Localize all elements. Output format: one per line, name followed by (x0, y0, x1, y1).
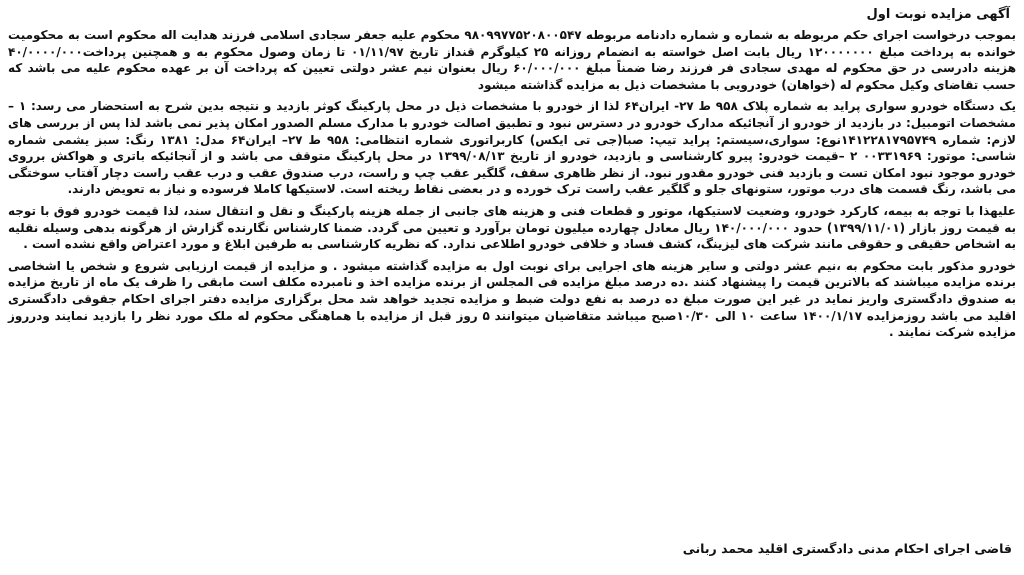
paragraph-auction-terms: خودرو مذکور بابت محکوم به ،نیم عشر دولتی و سایر هزینه های اجرایی برای نوبت اول به مزایده گذاشته میشود . و مزایده از قیمت ارزیابی شروع و شخص یا اشخاصی برنده مزایده میباشند که بالاترین قیمت را پیشنهاد کنند .ده درصد مبلغ مزایده فی المجلس از برنده مزایده اخذ و نامبرده مکلف است مابقی را ظرف یک ماه از تاریخ مزایده به صندوق دادگستری واریز نماید در غیر این صورت مبلغ ده درصد به نفع دولت ضبط و مزایده تجدید خواهد شد محل برگزاری مزایده دفتر اجرای احکام جقوقی دادگستری اقلید می باشد روزمزایده ۱۴۰۰/۱/۱۷ ساعت ۱۰ الی ۱۰/۳۰صبح میباشد متقاضیان میتوانند ۵ روز قبل از مزایده با هماهنگی محکوم له ملک مورد نظر را بازدید نمایند ودرروز مزایده شرکت نمایند . (8, 258, 1016, 340)
judge-signature: قاضی اجرای احکام مدنی دادگستری اقلید محمد ربانی (682, 541, 1012, 556)
paragraph-vehicle-specs: یک دستگاه خودرو سواری پراید به شماره پلاک ۹۵۸ ط ۲۷- ایران۶۴ لذا از خودرو با مشخصات ذیل در محل پارکینگ کوثر بازدید و نتیجه بدین شرح به استحضار می رسد: ۱ – مشخصات اتومبیل: در بازدید از خودرو از آنجائیکه مدارک خودرو در دسترس نبود و تطبیق اصالت خودرو با مدارک مسلم الصدور امکان پذیر نمی باشد لذا پس از بررسی های لازم: شماره ۱۴۱۲۲۸۱۷۹۵۷۴۹نوع: سواری،سیستم: پراید تیپ: صبا(جی تی ایکس) کاربراتوری شماره انتظامی: ۹۵۸ ط ۲۷– ایران۶۴ مدل: ۱۳۸۱ رنگ: سبز یشمی شماره شاسی: موتور: ۰۰۳۳۱۹۶۹ ۲ –قیمت خودرو: پیرو کارشناسی و بازدید، خودرو از تاریخ ۱۳۹۹/۰۸/۱۳ در محل پارکینگ متوقف می باشد و از آنجائیکه باتری و هواکش برروی خودرو موجود نبود امکان تست و بازدید فنی خودرو مقدور نبود. از نظر ظاهری سقف، گلگیر عقب چپ و راست، درب صندوق عقب و درب عقب راست دچار آفتاب سوختگی می باشد، رنگ قسمت های درب موتور، ستونهای جلو و گلگیر عقب راست ترک خورده و در بعضی نقاط ریخته است. لاستیکها کاملا فرسوده و نیاز به تعویض دارند. (8, 99, 1017, 197)
notice-title: آگهی مزایده نوبت اول (866, 7, 1010, 22)
paragraph-judgment: بموجب درخواست اجرای حکم مربوطه به شماره و شماره دادنامه مربوطه ۹۸۰۹۹۷۷۵۲۰۸۰۰۵۴۷ محکوم علیه جعفر سجادی اسلامی فرزند هدایت اله محکوم است به محکومیت خوانده به پرداخت مبلغ ۱۲۰۰۰۰۰۰۰ ریال بابت اصل خواسته به انضمام روزانه ۲۵ کیلوگرم قنداز تاریخ ۰۱/۱۱/۹۷ تا زمان وصول محکوم به و همچنین پرداخت۴۰/۰۰۰۰/۰۰۰ هزینه دادرسی در حق محکوم له مهدی سجادی فر فرزند رضا ضمناً مبلغ ۶۰/۰۰۰/۰۰۰ ریال بعنوان نیم عشر دولتی تعیین که پرداخت آن بر عهده محکوم علیه می باشد که حسب تقاضای وکیل محکوم له (خواهان) خودرویی با مشخصات ذیل به مزایده گذاشته میشود (8, 28, 1017, 92)
paragraph-valuation: علیهذا با توجه به بیمه، کارکرد خودرو، وضعیت لاستیکها، موتور و قطعات فنی و هزینه های جانبی از جمله هزینه پارکینگ و نقل و انتقال سند، لذا قیمت خودرو فوق با توجه به قیمت روز بازار (۱۳۹۹/۱۱/۰۱) حدود ۱۴۰/۰۰۰/۰۰۰ ریال معادل چهارده میلیون تومان برآورد و تعیین می گردد. ضمنا کارشناس نگارنده گزارش از هرگونه بدهی وسیله نقلیه به اشخاص حقیقی و حقوقی مانند شرکت های لیزینگ، کشف فساد و خلافی خودرو اطلاعی ندارد. که نظریه کارشناسی به طرفین ابلاغ و مورد اعتراض واقع نشده است . (8, 203, 1016, 252)
